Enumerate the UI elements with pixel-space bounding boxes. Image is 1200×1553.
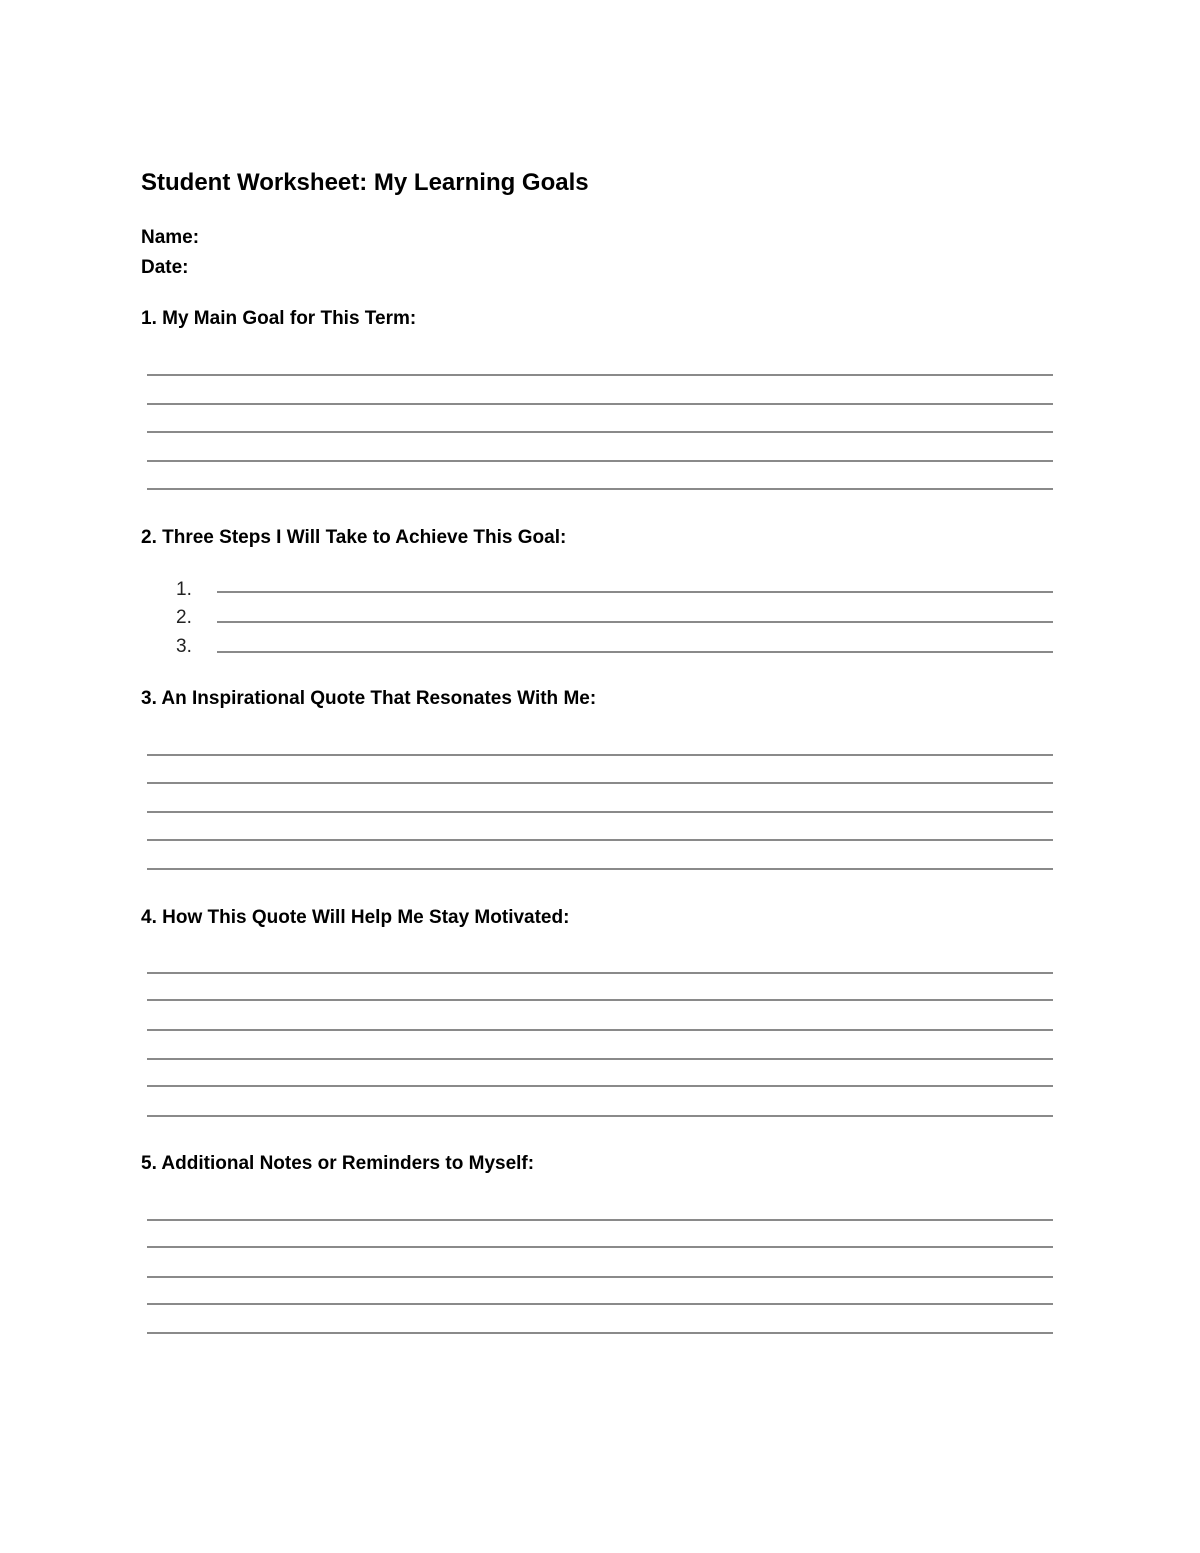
section-1-heading: 1. My Main Goal for This Term: xyxy=(141,308,417,329)
writing-line xyxy=(147,868,1053,870)
writing-line xyxy=(147,839,1053,841)
writing-line xyxy=(147,1276,1053,1278)
writing-line xyxy=(147,999,1053,1001)
step-number: 2. xyxy=(176,607,192,628)
writing-line xyxy=(147,1219,1053,1221)
writing-line xyxy=(147,811,1053,813)
writing-line xyxy=(147,460,1053,462)
step-writing-line xyxy=(217,621,1053,623)
writing-line xyxy=(147,1029,1053,1031)
section-5-heading: 5. Additional Notes or Reminders to Myself: xyxy=(141,1153,535,1174)
writing-line xyxy=(147,782,1053,784)
section-3-heading: 3. An Inspirational Quote That Resonates With Me: xyxy=(141,688,597,709)
step-number: 3. xyxy=(176,636,192,657)
writing-line xyxy=(147,403,1053,405)
writing-line xyxy=(147,754,1053,756)
step-writing-line xyxy=(217,591,1053,593)
date-label: Date: xyxy=(141,257,189,278)
writing-line xyxy=(147,431,1053,433)
step-number: 1. xyxy=(176,579,192,600)
page-title: Student Worksheet: My Learning Goals xyxy=(141,169,589,196)
writing-line xyxy=(147,1303,1053,1305)
section-2-heading: 2. Three Steps I Will Take to Achieve This Goal: xyxy=(141,527,567,548)
name-label: Name: xyxy=(141,227,200,248)
writing-line xyxy=(147,1332,1053,1334)
writing-line xyxy=(147,1085,1053,1087)
writing-line xyxy=(147,1246,1053,1248)
writing-line xyxy=(147,1115,1053,1117)
step-writing-line xyxy=(217,651,1053,653)
writing-line xyxy=(147,972,1053,974)
writing-line xyxy=(147,374,1053,376)
writing-line xyxy=(147,1058,1053,1060)
section-4-heading: 4. How This Quote Will Help Me Stay Motivated: xyxy=(141,907,570,928)
writing-line xyxy=(147,488,1053,490)
